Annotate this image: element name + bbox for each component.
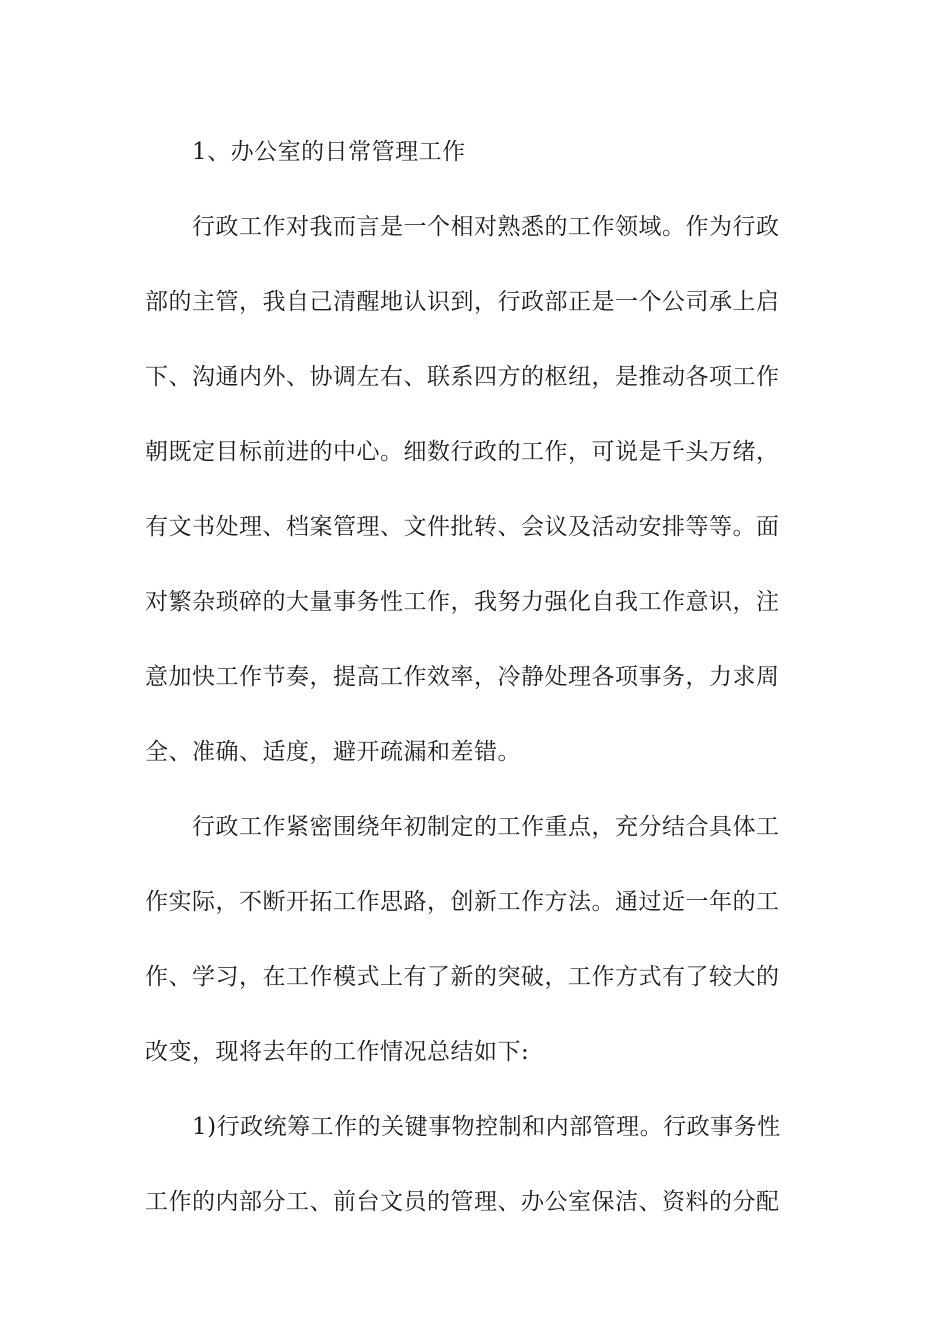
paragraph-line: 全、准确、适度，避开疏漏和差错。 [145,739,521,765]
paragraph-line: 朝既定目标前进的中心。细数行政的工作，可说是千头万绪， [145,439,780,465]
paragraph-line: 改变，现将去年的工作情况总结如下: [145,1039,530,1065]
paragraph-line: 作、学习，在工作模式上有了新的突破，工作方式有了较大的 [145,964,780,990]
paragraph-line: 行政工作对我而言是一个相对熟悉的工作领域。作为行政 [192,214,780,240]
document-body [145,132,810,1257]
paragraph-line: 作实际，不断开拓工作思路，创新工作方法。通过近一年的工 [145,889,780,915]
paragraph-line: 部的主管，我自己清醒地认识到，行政部正是一个公司承上启 [145,289,780,315]
paragraph-line: 对繁杂琐碎的大量事务性工作，我努力强化自我工作意识，注 [145,589,780,615]
section-heading: 1、办公室的日常管理工作 [192,139,466,165]
paragraph-line: 有文书处理、档案管理、文件批转、会议及活动安排等等。面 [145,514,780,540]
paragraph-line: 行政工作紧密围绕年初制定的工作重点，充分结合具体工 [192,814,780,840]
paragraph-line: 工作的内部分工、前台文员的管理、办公室保洁、资料的分配 [145,1189,780,1215]
paragraph-line: 1)行政统筹工作的关键事物控制和内部管理。行政事务性 [192,1114,781,1140]
paragraph-line: 意加快工作节奏，提高工作效率，冷静处理各项事务，力求周 [145,664,780,690]
paragraph-line: 下、沟通内外、协调左右、联系四方的枢纽，是推动各项工作 [145,364,780,390]
